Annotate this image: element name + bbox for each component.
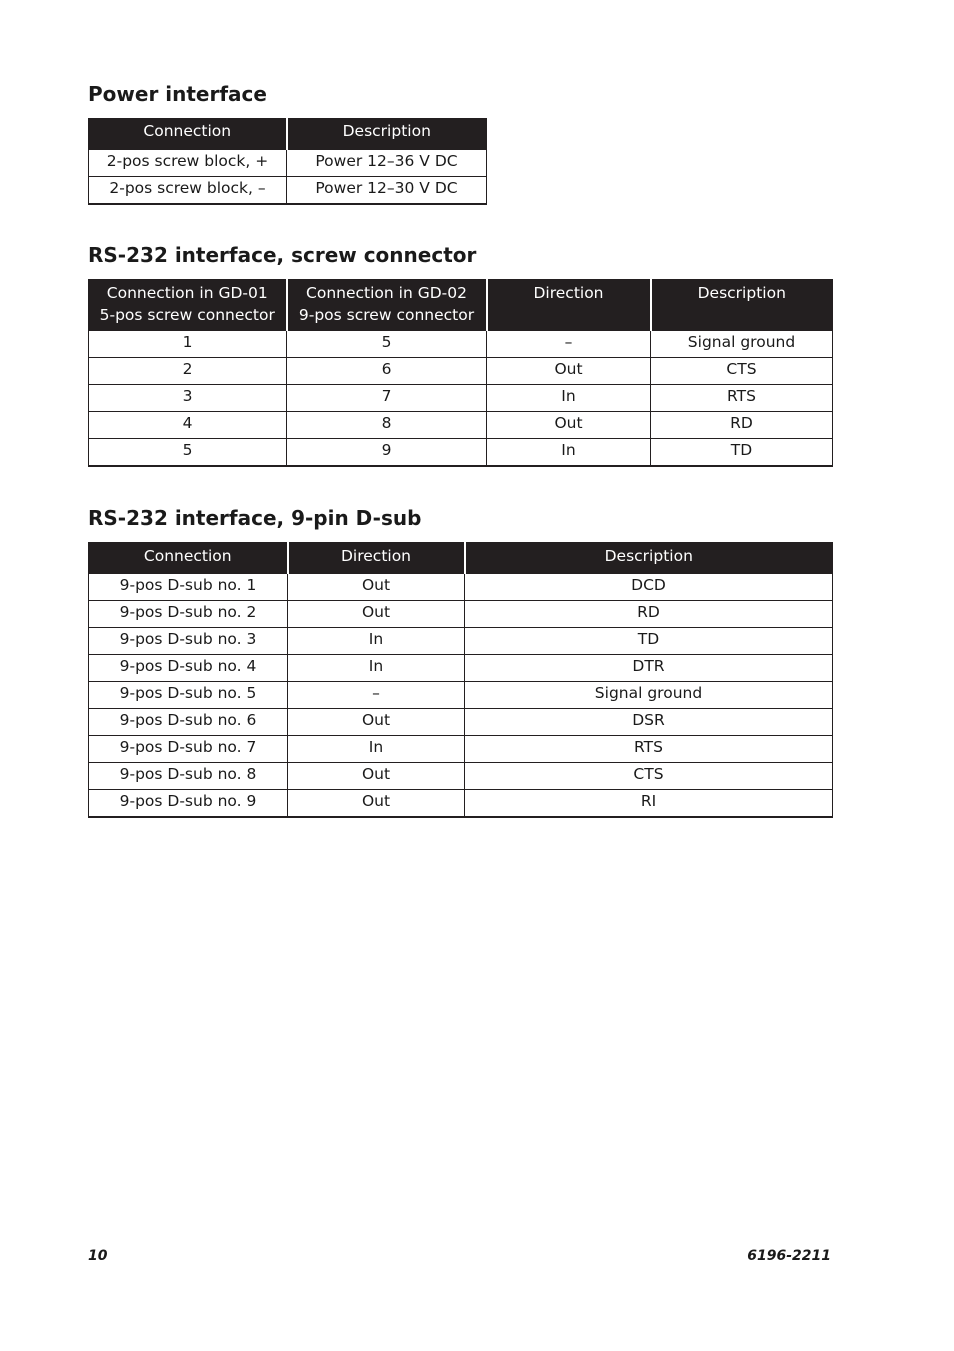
table-row xyxy=(89,628,833,655)
table-cell: Power 12–30 V DC xyxy=(287,177,487,205)
table-cell: 9-pos D-sub no. 8 xyxy=(89,763,288,790)
table-row xyxy=(89,790,833,818)
column-header-gd01 xyxy=(89,279,287,331)
column-header-connection: Connection xyxy=(89,542,288,574)
rs232-dsub-table xyxy=(88,542,833,818)
column-header-line: Connection in GD-01 xyxy=(106,284,268,302)
table-cell: Out xyxy=(288,574,465,601)
table-cell: 9-pos D-sub no. 2 xyxy=(89,601,288,628)
column-header-line: Direction xyxy=(533,284,604,302)
table-cell: TD xyxy=(651,439,833,467)
power-interface-table xyxy=(88,118,487,205)
table-cell: DSR xyxy=(465,709,833,736)
rs232-dsub-heading: RS-232 interface, 9-pin D-sub xyxy=(88,506,422,530)
column-header-description: Description xyxy=(287,118,487,150)
table-row xyxy=(89,177,487,205)
table-cell: RTS xyxy=(651,385,833,412)
document-number: 6196-2211 xyxy=(747,1248,831,1264)
table-cell: 1 xyxy=(182,333,193,351)
table-cell: 7 xyxy=(287,385,487,412)
column-header-description xyxy=(651,279,833,331)
page-number: 10 xyxy=(88,1248,108,1264)
table-row xyxy=(89,412,833,439)
table-row xyxy=(89,385,833,412)
column-header-direction: Direction xyxy=(288,542,465,574)
table-cell: Out xyxy=(288,763,465,790)
table-cell: CTS xyxy=(465,763,833,790)
table-cell: Out xyxy=(288,709,465,736)
column-header-gd02 xyxy=(287,279,487,331)
table-row xyxy=(89,709,833,736)
table-cell: 9 xyxy=(287,439,487,467)
table-cell: 9-pos D-sub no. 5 xyxy=(89,682,288,709)
table-row xyxy=(89,736,833,763)
table-cell: Out xyxy=(487,358,651,385)
table-cell: Out xyxy=(288,790,465,818)
column-header-connection: Connection xyxy=(89,118,287,150)
table-cell: 9-pos D-sub no. 1 xyxy=(119,576,257,594)
table-cell: 9-pos D-sub no. 7 xyxy=(89,736,288,763)
table-cell: Power 12–36 V DC xyxy=(287,150,487,177)
table-header-row xyxy=(89,279,833,331)
column-header-line: Description xyxy=(697,284,786,302)
table-cell: 5 xyxy=(287,331,487,358)
column-header-line: 9-pos screw connector xyxy=(298,306,475,324)
table-cell: RD xyxy=(651,412,833,439)
table-cell: Out xyxy=(288,601,465,628)
table-cell: 6 xyxy=(287,358,487,385)
table-cell: – xyxy=(288,682,465,709)
column-header-line: 5-pos screw connector xyxy=(99,306,275,324)
column-header-line: Connection in GD-02 xyxy=(306,284,467,302)
table-cell: 2-pos screw block, – xyxy=(89,177,287,205)
table-cell: In xyxy=(288,736,465,763)
table-cell: 2-pos screw block, + xyxy=(106,152,269,170)
power-interface-heading: Power interface xyxy=(88,82,267,106)
table-row xyxy=(89,150,487,177)
table-row xyxy=(89,358,833,385)
table-header-row xyxy=(89,118,487,150)
table-cell: Out xyxy=(487,412,651,439)
table-row xyxy=(89,763,833,790)
table-cell: In xyxy=(288,628,465,655)
table-cell: TD xyxy=(465,628,833,655)
table-cell: 9-pos D-sub no. 9 xyxy=(89,790,288,818)
table-cell: In xyxy=(288,655,465,682)
column-header-description: Description xyxy=(465,542,833,574)
table-cell: DCD xyxy=(465,574,833,601)
table-cell: 9-pos D-sub no. 4 xyxy=(89,655,288,682)
table-cell: 4 xyxy=(89,412,287,439)
table-cell: In xyxy=(487,385,651,412)
table-row xyxy=(89,682,833,709)
table-row xyxy=(89,439,833,467)
table-cell: RTS xyxy=(465,736,833,763)
table-cell: RD xyxy=(465,601,833,628)
table-cell: In xyxy=(487,439,651,467)
table-cell: RI xyxy=(465,790,833,818)
table-row xyxy=(89,331,833,358)
table-row xyxy=(89,655,833,682)
table-cell: 9-pos D-sub no. 3 xyxy=(89,628,288,655)
table-cell: 8 xyxy=(287,412,487,439)
table-cell: DTR xyxy=(465,655,833,682)
table-cell: Signal ground xyxy=(465,682,833,709)
table-header-row xyxy=(89,542,833,574)
column-header-direction xyxy=(487,279,651,331)
table-cell: – xyxy=(487,331,651,358)
table-cell: 2 xyxy=(89,358,287,385)
table-cell: 3 xyxy=(89,385,287,412)
table-cell: Signal ground xyxy=(651,331,833,358)
table-cell: 9-pos D-sub no. 6 xyxy=(89,709,288,736)
rs232-screw-table xyxy=(88,279,833,467)
table-row xyxy=(89,601,833,628)
table-cell: 5 xyxy=(89,439,287,467)
table-row xyxy=(89,574,833,601)
table-cell: CTS xyxy=(651,358,833,385)
rs232-screw-heading: RS-232 interface, screw connector xyxy=(88,243,477,267)
